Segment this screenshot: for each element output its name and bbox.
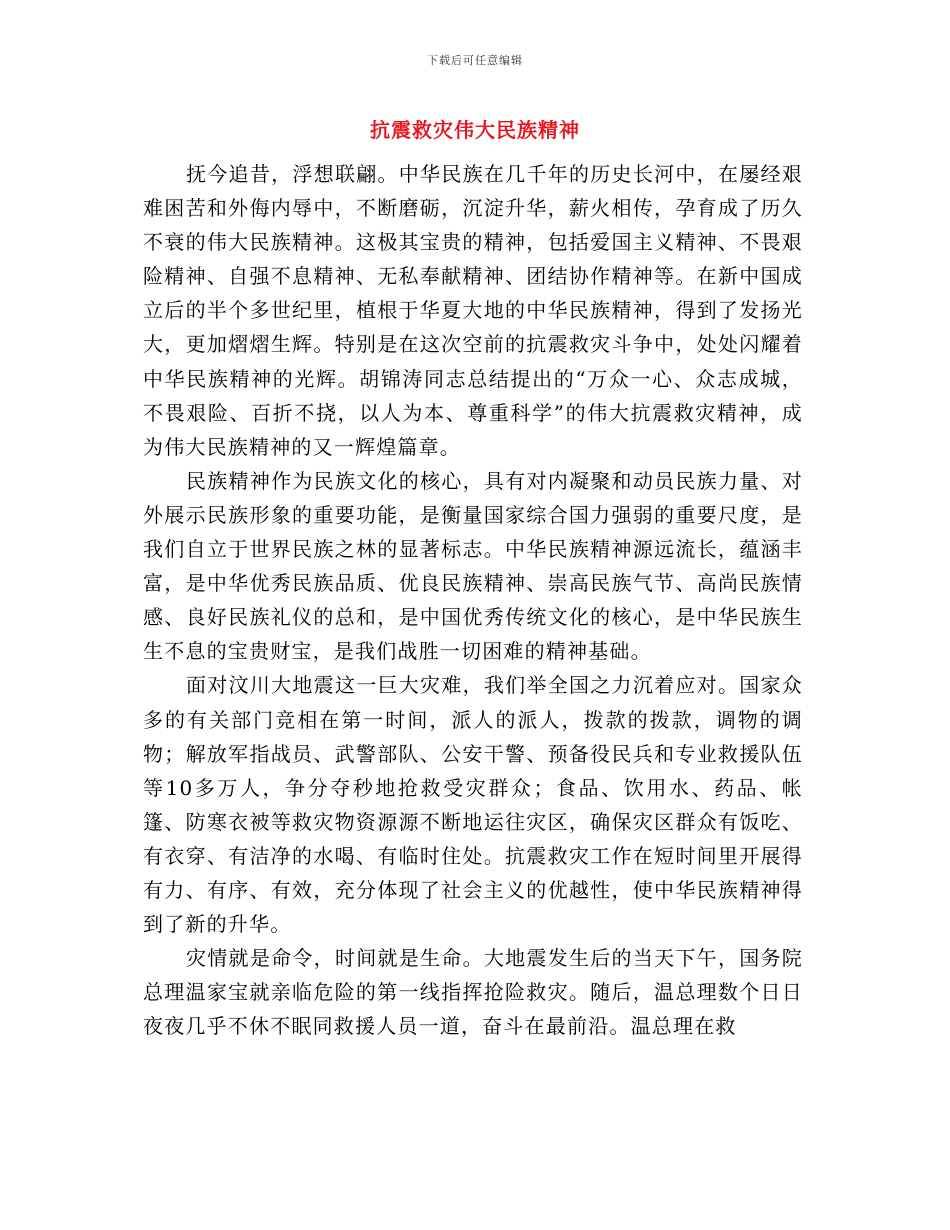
- header-note: 下载后可任意编辑: [427, 54, 523, 67]
- paragraph: 灾情就是命令，时间就是生命。大地震发生后的当天下午，国务院总理温家宝就亲临危险的第一线指挥抢险救灾。随后，温总理数个日日夜夜几乎不休不眠同救援人员一道，奋斗在最前沿。温总理在救: [143, 946, 803, 1039]
- document-body: [143, 157, 803, 1043]
- paragraph: 面对汶川大地震这一巨大灾难，我们举全国之力沉着应对。国家众多的有关部门竞相在第一时间，派人的派人，拨款的拨款，调物的调物；解放军指战员、武警部队、公安干警、预备役民兵和专业救援队伍等10多万人，争分夺秒地抢救受灾群众；食品、饮用水、药品、帐篷、防寒衣被等救灾物资源源不断地运往灾区，确保灾区群众有饭吃、有衣穿、有洁净的水喝、有临时住处。抗震救灾工作在短时间里开展得有力、有序、有效，充分体现了社会主义的优越性，使中华民族精神得到了新的升华。: [143, 673, 803, 937]
- paragraph: 抚今追昔，浮想联翩。中华民族在几千年的历史长河中，在屡经艰难困苦和外侮内辱中，不断磨砺，沉淀升华，薪火相传，孕育成了历久不衰的伟大民族精神。这极其宝贵的精神，包括爱国主义精神、不畏艰险精神、自强不息精神、无私奉献精神、团结协作精神等。在新中国成立后的半个多世纪里，植根于华夏大地的中华民族精神，得到了发扬光大，更加熠熠生辉。特别是在这次空前的抗震救灾斗争中，处处闪耀着中华民族精神的光辉。胡锦涛同志总结提出的“万众一心、众志成城，不畏艰险、百折不挠，以人为本、尊重科学”的伟大抗震救灾精神，成为伟大民族精神的又一辉煌篇章。: [143, 162, 803, 459]
- document-title: 抗震救灾伟大民族精神: [370, 118, 580, 142]
- paragraph: 民族精神作为民族文化的核心，具有对内凝聚和动员民族力量、对外展示民族形象的重要功能，是衡量国家综合国力强弱的重要尺度，是我们自立于世界民族之林的显著标志。中华民族精神源远流长，蕴涵丰富，是中华优秀民族品质、优良民族精神、崇高民族气节、高尚民族情感、良好民族礼仪的总和，是中国优秀传统文化的核心，是中华民族生生不息的宝贵财宝，是我们战胜一切困难的精神基础。: [143, 468, 803, 664]
